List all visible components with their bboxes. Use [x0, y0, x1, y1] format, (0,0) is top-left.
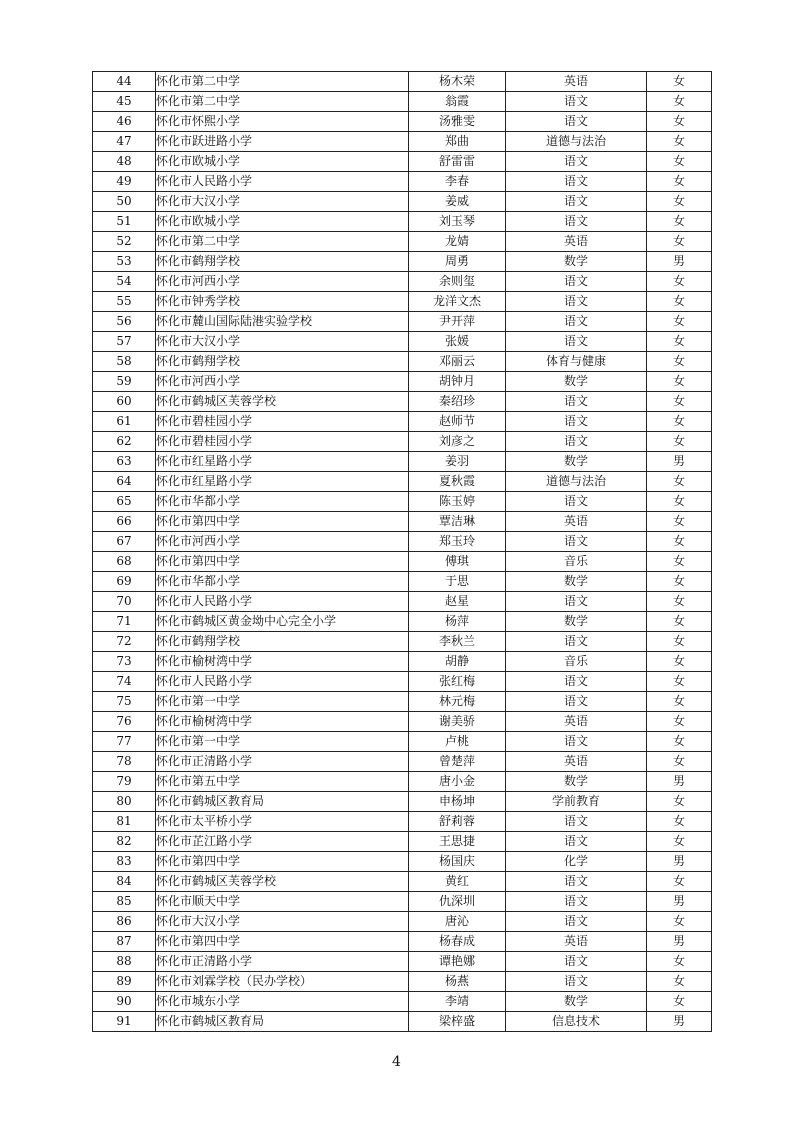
teacher-name-cell: 邓丽云 [409, 352, 506, 372]
row-number-cell: 68 [93, 552, 156, 572]
table-row [93, 692, 712, 712]
gender-cell: 女 [647, 112, 712, 132]
school-cell: 怀化市鹤翔学校 [156, 352, 409, 372]
school-cell: 怀化市河西小学 [156, 372, 409, 392]
school-cell: 怀化市第二中学 [156, 92, 409, 112]
gender-cell: 男 [647, 892, 712, 912]
teacher-name-cell: 谭艳娜 [409, 952, 506, 972]
row-number-cell: 80 [93, 792, 156, 812]
table-row [93, 372, 712, 392]
row-number-cell: 54 [93, 272, 156, 292]
row-number-cell: 67 [93, 532, 156, 552]
school-cell: 怀化市鹤翔学校 [156, 252, 409, 272]
gender-cell: 女 [647, 672, 712, 692]
subject-cell: 语文 [506, 112, 647, 132]
row-number-cell: 48 [93, 152, 156, 172]
subject-cell: 英语 [506, 72, 647, 92]
table-row [93, 532, 712, 552]
row-number-cell: 50 [93, 192, 156, 212]
gender-cell: 女 [647, 372, 712, 392]
gender-cell: 女 [647, 712, 712, 732]
teacher-name-cell: 杨国庆 [409, 852, 506, 872]
table-row [93, 132, 712, 152]
gender-cell: 女 [647, 692, 712, 712]
teacher-name-cell: 舒雷雷 [409, 152, 506, 172]
gender-cell: 男 [647, 932, 712, 952]
subject-cell: 语文 [506, 872, 647, 892]
row-number-cell: 85 [93, 892, 156, 912]
page-number: 4 [392, 1054, 401, 1070]
row-number-cell: 72 [93, 632, 156, 652]
school-cell: 怀化市榆树湾中学 [156, 652, 409, 672]
teacher-name-cell: 杨萍 [409, 612, 506, 632]
subject-cell: 英语 [506, 232, 647, 252]
teacher-name-cell: 刘玉琴 [409, 212, 506, 232]
subject-cell: 语文 [506, 632, 647, 652]
teacher-name-cell: 黄红 [409, 872, 506, 892]
teacher-name-cell: 李靖 [409, 992, 506, 1012]
school-cell: 怀化市碧桂园小学 [156, 432, 409, 452]
table-row [93, 172, 712, 192]
table-row [93, 472, 712, 492]
gender-cell: 女 [647, 832, 712, 852]
row-number-cell: 90 [93, 992, 156, 1012]
table-row [93, 932, 712, 952]
row-number-cell: 86 [93, 912, 156, 932]
subject-cell: 信息技术 [506, 1012, 647, 1032]
gender-cell: 女 [647, 392, 712, 412]
school-cell: 怀化市第四中学 [156, 932, 409, 952]
teacher-name-cell: 舒莉蓉 [409, 812, 506, 832]
row-number-cell: 55 [93, 292, 156, 312]
teacher-name-cell: 曾楚萍 [409, 752, 506, 772]
gender-cell: 女 [647, 512, 712, 532]
gender-cell: 女 [647, 412, 712, 432]
table-row [93, 332, 712, 352]
subject-cell: 语文 [506, 812, 647, 832]
row-number-cell: 69 [93, 572, 156, 592]
table-row [93, 852, 712, 872]
school-cell: 怀化市正清路小学 [156, 952, 409, 972]
table-row [93, 72, 712, 92]
subject-cell: 学前教育 [506, 792, 647, 812]
subject-cell: 语文 [506, 332, 647, 352]
row-number-cell: 79 [93, 772, 156, 792]
subject-cell: 英语 [506, 512, 647, 532]
row-number-cell: 88 [93, 952, 156, 972]
gender-cell: 女 [647, 532, 712, 552]
gender-cell: 女 [647, 192, 712, 212]
teacher-name-cell: 秦绍珍 [409, 392, 506, 412]
teacher-name-cell: 胡静 [409, 652, 506, 672]
teacher-name-cell: 覃洁琳 [409, 512, 506, 532]
school-cell: 怀化市河西小学 [156, 272, 409, 292]
gender-cell: 男 [647, 252, 712, 272]
school-cell: 怀化市河西小学 [156, 532, 409, 552]
teacher-name-cell: 卢桃 [409, 732, 506, 752]
table-row [93, 432, 712, 452]
subject-cell: 语文 [506, 952, 647, 972]
row-number-cell: 78 [93, 752, 156, 772]
subject-cell: 语文 [506, 292, 647, 312]
table-row [93, 492, 712, 512]
gender-cell: 女 [647, 292, 712, 312]
subject-cell: 数学 [506, 572, 647, 592]
subject-cell: 数学 [506, 452, 647, 472]
row-number-cell: 83 [93, 852, 156, 872]
school-cell: 怀化市欧城小学 [156, 152, 409, 172]
subject-cell: 语文 [506, 832, 647, 852]
table-row [93, 872, 712, 892]
teacher-name-cell: 尹开萍 [409, 312, 506, 332]
subject-cell: 数学 [506, 612, 647, 632]
subject-cell: 语文 [506, 212, 647, 232]
gender-cell: 女 [647, 132, 712, 152]
teacher-name-cell: 傅琪 [409, 552, 506, 572]
school-cell: 怀化市城东小学 [156, 992, 409, 1012]
table-row [93, 192, 712, 212]
school-cell: 怀化市鹤城区教育局 [156, 792, 409, 812]
school-cell: 怀化市芷江路小学 [156, 832, 409, 852]
school-cell: 怀化市刘霖学校（民办学校） [156, 972, 409, 992]
subject-cell: 语文 [506, 912, 647, 932]
gender-cell: 女 [647, 492, 712, 512]
table-row [93, 312, 712, 332]
school-cell: 怀化市钟秀学校 [156, 292, 409, 312]
gender-cell: 女 [647, 912, 712, 932]
row-number-cell: 82 [93, 832, 156, 852]
teacher-name-cell: 余则玺 [409, 272, 506, 292]
table-row [93, 732, 712, 752]
subject-cell: 道德与法治 [506, 132, 647, 152]
school-cell: 怀化市鹤城区芙蓉学校 [156, 872, 409, 892]
table-row [93, 152, 712, 172]
subject-cell: 数学 [506, 252, 647, 272]
subject-cell: 化学 [506, 852, 647, 872]
school-cell: 怀化市榆树湾中学 [156, 712, 409, 732]
subject-cell: 语文 [506, 392, 647, 412]
subject-cell: 语文 [506, 892, 647, 912]
school-cell: 怀化市正清路小学 [156, 752, 409, 772]
gender-cell: 女 [647, 592, 712, 612]
school-cell: 怀化市第二中学 [156, 72, 409, 92]
table-row [93, 952, 712, 972]
teacher-name-cell: 仇深圳 [409, 892, 506, 912]
gender-cell: 女 [647, 312, 712, 332]
table-row [93, 752, 712, 772]
teacher-name-cell: 赵师节 [409, 412, 506, 432]
gender-cell: 女 [647, 172, 712, 192]
subject-cell: 语文 [506, 732, 647, 752]
gender-cell: 女 [647, 232, 712, 252]
teacher-name-cell: 刘彦之 [409, 432, 506, 452]
table-row [93, 612, 712, 632]
row-number-cell: 46 [93, 112, 156, 132]
teacher-name-cell: 王思捷 [409, 832, 506, 852]
gender-cell: 女 [647, 792, 712, 812]
school-cell: 怀化市人民路小学 [156, 172, 409, 192]
row-number-cell: 56 [93, 312, 156, 332]
gender-cell: 男 [647, 852, 712, 872]
row-number-cell: 64 [93, 472, 156, 492]
gender-cell: 女 [647, 332, 712, 352]
teacher-name-cell: 张媛 [409, 332, 506, 352]
school-cell: 怀化市第一中学 [156, 732, 409, 752]
gender-cell: 女 [647, 872, 712, 892]
teacher-name-cell: 翁霞 [409, 92, 506, 112]
school-cell: 怀化市人民路小学 [156, 592, 409, 612]
teacher-name-cell: 唐小金 [409, 772, 506, 792]
school-cell: 怀化市第四中学 [156, 552, 409, 572]
school-cell: 怀化市碧桂园小学 [156, 412, 409, 432]
school-cell: 怀化市太平桥小学 [156, 812, 409, 832]
gender-cell: 女 [647, 652, 712, 672]
gender-cell: 女 [647, 272, 712, 292]
subject-cell: 音乐 [506, 652, 647, 672]
table-row [93, 212, 712, 232]
row-number-cell: 87 [93, 932, 156, 952]
row-number-cell: 89 [93, 972, 156, 992]
teacher-name-cell: 胡钟月 [409, 372, 506, 392]
teacher-name-cell: 梁梓盛 [409, 1012, 506, 1032]
school-cell: 怀化市鹤城区黄金坳中心完全小学 [156, 612, 409, 632]
table-row [93, 252, 712, 272]
gender-cell: 女 [647, 952, 712, 972]
teacher-name-cell: 周勇 [409, 252, 506, 272]
subject-cell: 语文 [506, 972, 647, 992]
teacher-name-cell: 姜羽 [409, 452, 506, 472]
subject-cell: 英语 [506, 932, 647, 952]
gender-cell: 女 [647, 572, 712, 592]
table-row [93, 832, 712, 852]
table-row [93, 972, 712, 992]
row-number-cell: 53 [93, 252, 156, 272]
row-number-cell: 63 [93, 452, 156, 472]
subject-cell: 音乐 [506, 552, 647, 572]
school-cell: 怀化市欧城小学 [156, 212, 409, 232]
school-cell: 怀化市华都小学 [156, 492, 409, 512]
subject-cell: 语文 [506, 92, 647, 112]
gender-cell: 女 [647, 352, 712, 372]
subject-cell: 体育与健康 [506, 352, 647, 372]
teacher-name-cell: 夏秋霞 [409, 472, 506, 492]
subject-cell: 语文 [506, 312, 647, 332]
row-number-cell: 59 [93, 372, 156, 392]
row-number-cell: 49 [93, 172, 156, 192]
subject-cell: 语文 [506, 692, 647, 712]
teacher-name-cell: 杨燕 [409, 972, 506, 992]
table-row [93, 352, 712, 372]
subject-cell: 英语 [506, 752, 647, 772]
school-cell: 怀化市第四中学 [156, 512, 409, 532]
gender-cell: 女 [647, 732, 712, 752]
gender-cell: 女 [647, 992, 712, 1012]
school-cell: 怀化市大汉小学 [156, 912, 409, 932]
row-number-cell: 58 [93, 352, 156, 372]
teacher-name-cell: 申杨坤 [409, 792, 506, 812]
teacher-name-cell: 龙洋文杰 [409, 292, 506, 312]
school-cell: 怀化市第四中学 [156, 852, 409, 872]
teacher-name-cell: 于思 [409, 572, 506, 592]
row-number-cell: 65 [93, 492, 156, 512]
teacher-name-cell: 陈玉婷 [409, 492, 506, 512]
table-row [93, 392, 712, 412]
gender-cell: 男 [647, 452, 712, 472]
subject-cell: 语文 [506, 412, 647, 432]
subject-cell: 语文 [506, 532, 647, 552]
subject-cell: 语文 [506, 492, 647, 512]
school-cell: 怀化市红星路小学 [156, 452, 409, 472]
table-row [93, 632, 712, 652]
subject-cell: 数学 [506, 372, 647, 392]
gender-cell: 女 [647, 972, 712, 992]
subject-cell: 语文 [506, 192, 647, 212]
school-cell: 怀化市红星路小学 [156, 472, 409, 492]
table-row [93, 652, 712, 672]
table-row [93, 512, 712, 532]
row-number-cell: 51 [93, 212, 156, 232]
subject-cell: 语文 [506, 272, 647, 292]
teacher-name-cell: 谢美骄 [409, 712, 506, 732]
teacher-name-cell: 唐沁 [409, 912, 506, 932]
table-row [93, 712, 712, 732]
table-row [93, 772, 712, 792]
school-cell: 怀化市怀熙小学 [156, 112, 409, 132]
gender-cell: 女 [647, 632, 712, 652]
row-number-cell: 52 [93, 232, 156, 252]
gender-cell: 女 [647, 752, 712, 772]
table-row [93, 912, 712, 932]
gender-cell: 女 [647, 72, 712, 92]
row-number-cell: 66 [93, 512, 156, 532]
gender-cell: 女 [647, 552, 712, 572]
school-cell: 怀化市顺天中学 [156, 892, 409, 912]
row-number-cell: 74 [93, 672, 156, 692]
teacher-name-cell: 李春 [409, 172, 506, 192]
subject-cell: 语文 [506, 672, 647, 692]
gender-cell: 女 [647, 612, 712, 632]
gender-cell: 女 [647, 92, 712, 112]
table-row [93, 412, 712, 432]
table-row [93, 592, 712, 612]
table-row [93, 992, 712, 1012]
school-cell: 怀化市鹤城区教育局 [156, 1012, 409, 1032]
school-cell: 怀化市麓山国际陆港实验学校 [156, 312, 409, 332]
teacher-name-cell: 姜威 [409, 192, 506, 212]
subject-cell: 英语 [506, 712, 647, 732]
table-row [93, 552, 712, 572]
row-number-cell: 45 [93, 92, 156, 112]
row-number-cell: 75 [93, 692, 156, 712]
school-cell: 怀化市人民路小学 [156, 672, 409, 692]
gender-cell: 女 [647, 152, 712, 172]
gender-cell: 男 [647, 772, 712, 792]
row-number-cell: 71 [93, 612, 156, 632]
teacher-name-cell: 赵星 [409, 592, 506, 612]
row-number-cell: 70 [93, 592, 156, 612]
row-number-cell: 76 [93, 712, 156, 732]
teacher-name-cell: 汤雅雯 [409, 112, 506, 132]
row-number-cell: 60 [93, 392, 156, 412]
subject-cell: 语文 [506, 152, 647, 172]
table-row [93, 232, 712, 252]
table-row [93, 892, 712, 912]
subject-cell: 语文 [506, 172, 647, 192]
table-row [93, 452, 712, 472]
row-number-cell: 44 [93, 72, 156, 92]
gender-cell: 女 [647, 812, 712, 832]
school-cell: 怀化市第五中学 [156, 772, 409, 792]
table-row [93, 1012, 712, 1032]
school-cell: 怀化市第二中学 [156, 232, 409, 252]
school-cell: 怀化市鹤城区芙蓉学校 [156, 392, 409, 412]
teacher-name-cell: 林元梅 [409, 692, 506, 712]
row-number-cell: 47 [93, 132, 156, 152]
table-row [93, 292, 712, 312]
table-row [93, 812, 712, 832]
table-row [93, 672, 712, 692]
table-row [93, 112, 712, 132]
row-number-cell: 73 [93, 652, 156, 672]
subject-cell: 道德与法治 [506, 472, 647, 492]
school-cell: 怀化市跃进路小学 [156, 132, 409, 152]
teacher-name-cell: 郑玉玲 [409, 532, 506, 552]
subject-cell: 语文 [506, 432, 647, 452]
gender-cell: 男 [647, 1012, 712, 1032]
teacher-name-cell: 张红梅 [409, 672, 506, 692]
row-number-cell: 84 [93, 872, 156, 892]
subject-cell: 语文 [506, 592, 647, 612]
subject-cell: 数学 [506, 772, 647, 792]
teacher-roster-table [92, 71, 712, 1032]
teacher-name-cell: 杨春成 [409, 932, 506, 952]
school-cell: 怀化市鹤翔学校 [156, 632, 409, 652]
roster-body [93, 72, 712, 1032]
school-cell: 怀化市第一中学 [156, 692, 409, 712]
row-number-cell: 91 [93, 1012, 156, 1032]
row-number-cell: 57 [93, 332, 156, 352]
school-cell: 怀化市华都小学 [156, 572, 409, 592]
subject-cell: 数学 [506, 992, 647, 1012]
table-row [93, 272, 712, 292]
gender-cell: 女 [647, 212, 712, 232]
teacher-name-cell: 李秋兰 [409, 632, 506, 652]
gender-cell: 女 [647, 472, 712, 492]
gender-cell: 女 [647, 432, 712, 452]
row-number-cell: 62 [93, 432, 156, 452]
teacher-name-cell: 杨木荣 [409, 72, 506, 92]
table-row [93, 572, 712, 592]
row-number-cell: 81 [93, 812, 156, 832]
teacher-name-cell: 龙婧 [409, 232, 506, 252]
row-number-cell: 61 [93, 412, 156, 432]
teacher-name-cell: 郑曲 [409, 132, 506, 152]
row-number-cell: 77 [93, 732, 156, 752]
school-cell: 怀化市大汉小学 [156, 192, 409, 212]
school-cell: 怀化市大汉小学 [156, 332, 409, 352]
table-row [93, 92, 712, 112]
table-row [93, 792, 712, 812]
